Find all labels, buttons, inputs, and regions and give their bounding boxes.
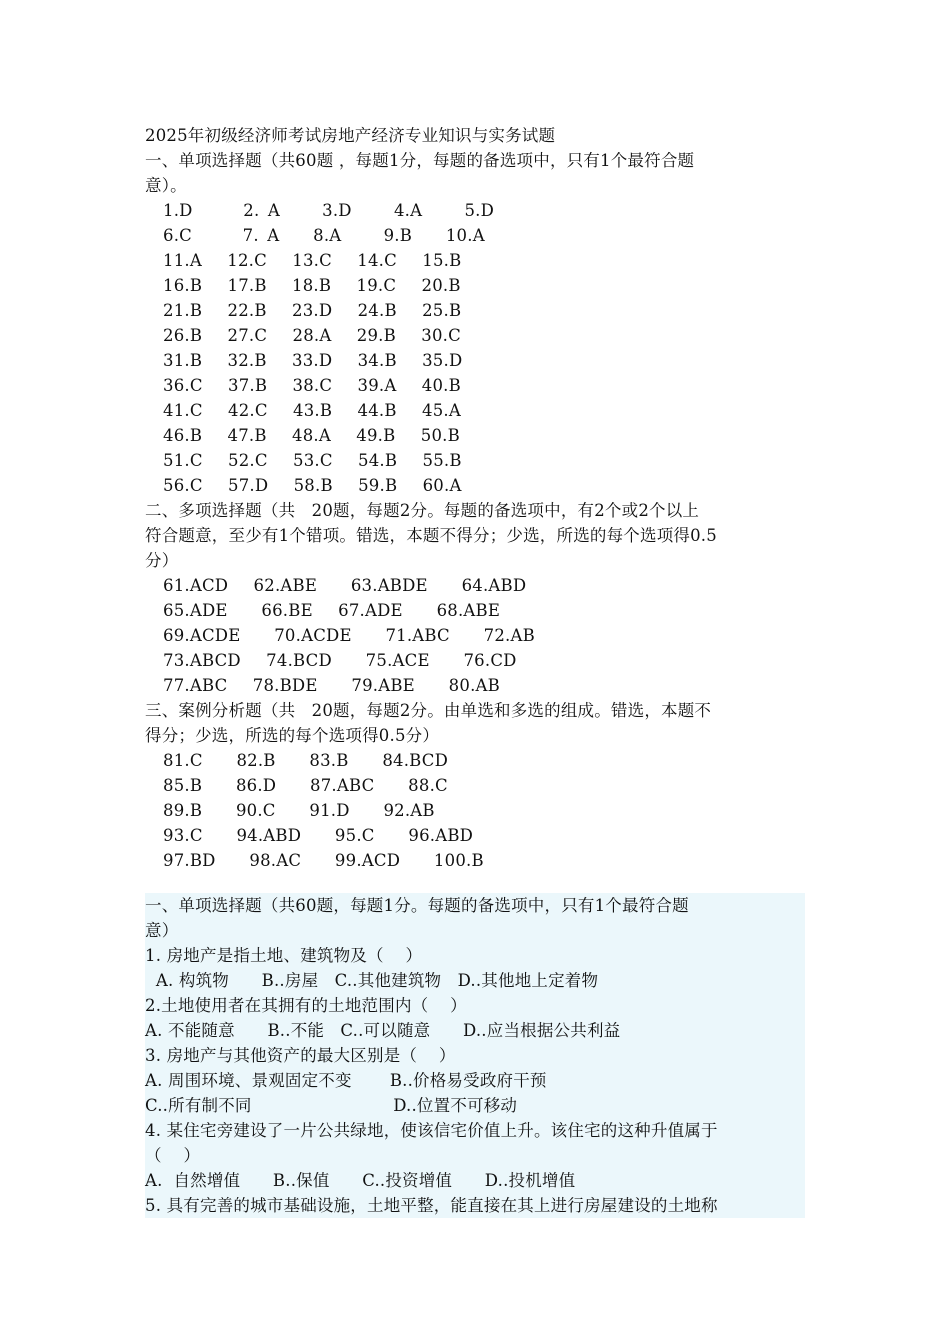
question-line: 5. 具有完善的城市基础设施，土地平整，能直接在其上进行房屋建设的土地称	[145, 1193, 805, 1218]
answer-row: 11.A 12.C 13.C 14.C 15.B	[163, 251, 462, 270]
section-heading: 一、单项选择题（共60题 ，每题1分，每题的备选项中，只有1个最符合题	[145, 151, 695, 170]
answer-row: 1.D 2. A 3.D 4.A 5.D	[163, 201, 495, 220]
question-line: A. 周围环境、景观固定不变 B..价格易受政府干预	[145, 1068, 805, 1093]
answer-row: 69.ACDE 70.ACDE 71.ABC 72.AB	[163, 626, 535, 645]
answer-row: 61.ACD 62.ABE 63.ABDE 64.ABD	[163, 576, 527, 595]
question-line: A. 不能随意 B..不能 C..可以随意 D..应当根据公共利益	[145, 1018, 805, 1043]
question-line: 4. 某住宅旁建设了一片公共绿地，使该信宅价值上升。该住宅的这种升值属于	[145, 1118, 805, 1143]
question-line: （ ）	[145, 1143, 805, 1168]
answer-row: 77.ABC 78.BDE 79.ABE 80.AB	[163, 676, 500, 695]
question-line: 2.土地使用者在其拥有的土地范围内（ ）	[145, 993, 805, 1018]
section-heading: 符合题意，至少有1个错项。错选，本题不得分；少选，所选的每个选项得0.5	[145, 526, 717, 545]
section-heading: 分）	[145, 551, 179, 570]
section-heading: 意）	[145, 918, 805, 943]
answer-row: 51.C 52.C 53.C 54.B 55.B	[163, 451, 462, 470]
document-title: 2025年初级经济师考试房地产经济专业知识与实务试题	[145, 126, 556, 145]
question-line: C..所有制不同 D..位置不可移动	[145, 1093, 805, 1118]
answer-row: 26.B 27.C 28.A 29.B 30.C	[163, 326, 461, 345]
answer-row: 6.C 7. A 8.A 9.B 10.A	[163, 226, 485, 245]
answer-row: 93.C 94.ABD 95.C 96.ABD	[163, 826, 474, 845]
answer-row: 73.ABCD 74.BCD 75.ACE 76.CD	[163, 651, 517, 670]
question-line: 1. 房地产是指土地、建筑物及（ ）	[145, 943, 805, 968]
section-heading: 得分；少选，所选的每个选项得0.5分）	[145, 726, 440, 745]
answer-row: 97.BD 98.AC 99.ACD 100.B	[163, 851, 484, 870]
answer-row: 56.C 57.D 58.B 59.B 60.A	[163, 476, 462, 495]
section-heading: 意）。	[145, 176, 187, 195]
answer-row: 31.B 32.B 33.D 34.B 35.D	[163, 351, 463, 370]
answer-row: 46.B 47.B 48.A 49.B 50.B	[163, 426, 460, 445]
answer-row: 89.B 90.C 91.D 92.AB	[163, 801, 435, 820]
answer-row: 41.C 42.C 43.B 44.B 45.A	[163, 401, 461, 420]
question-line: A. 自然增值 B..保值 C..投资增值 D..投机增值	[145, 1168, 805, 1193]
section-heading: 一、单项选择题（共60题，每题1分。每题的备选项中，只有1个最符合题	[145, 893, 805, 918]
answer-row: 16.B 17.B 18.B 19.C 20.B	[163, 276, 461, 295]
answer-row: 65.ADE 66.BE 67.ADE 68.ABE	[163, 601, 501, 620]
answer-row: 21.B 22.B 23.D 24.B 25.B	[163, 301, 462, 320]
question-line: 3. 房地产与其他资产的最大区别是（ ）	[145, 1043, 805, 1068]
section-heading: 三、案例分析题（共 20题，每题2分。由单选和多选的组成。错选，本题不	[145, 701, 712, 720]
answer-row: 81.C 82.B 83.B 84.BCD	[163, 751, 449, 770]
answer-row: 36.C 37.B 38.C 39.A 40.B	[163, 376, 461, 395]
question-line: A. 构筑物 B..房屋 C..其他建筑物 D..其他地上定着物	[145, 968, 805, 993]
answer-row: 85.B 86.D 87.ABC 88.C	[163, 776, 448, 795]
section-heading: 二、多项选择题（共 20题，每题2分。每题的备选项中，有2个或2个以上	[145, 501, 700, 520]
